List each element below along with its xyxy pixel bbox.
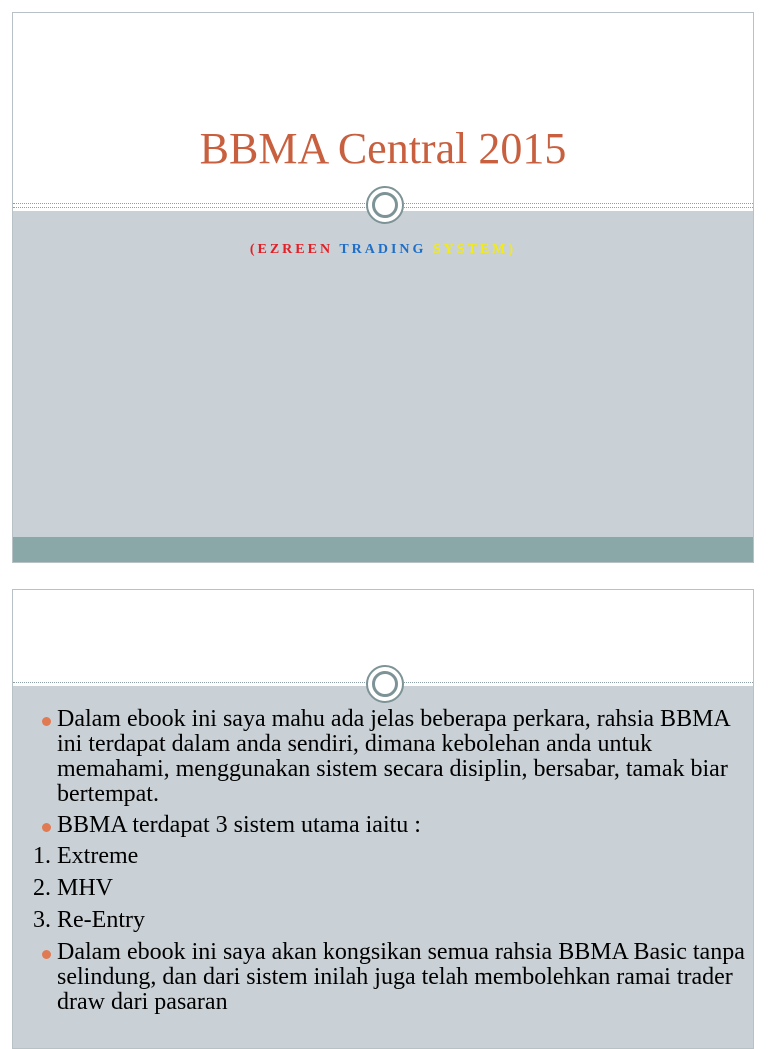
item-text: Dalam ebook ini saya mahu ada jelas beberapa perkara, rahsia BBMA ini terdapat dalam anda sendiri, dimana kebolehan anda untuk memahami, menggunakan sistem secara disiplin, bersabar, tamak biar bertempat.	[57, 706, 730, 807]
numbered-item	[33, 908, 748, 933]
numbered-item	[33, 876, 748, 901]
item-text: Dalam ebook ini saya akan kongsikan semua rahsia BBMA Basic tanpa selindung, dan dari sistem inilah juga telah membolehkan ramai trader draw dari pasaran	[57, 939, 745, 1015]
circle-ornament-icon	[366, 665, 404, 703]
subtitle-part-system: SYSTEM	[432, 242, 509, 257]
title-slide	[12, 12, 754, 563]
item-text: 3. Re-Entry	[33, 907, 145, 933]
bullet-dot-icon	[42, 823, 51, 832]
bullet-dot-icon	[42, 950, 51, 959]
subtitle-close-paren: )	[508, 242, 517, 257]
item-text: 1. Extreme	[33, 843, 139, 869]
slide-subtitle	[13, 242, 753, 258]
bullet-item	[33, 813, 748, 838]
content-slide	[12, 589, 754, 1049]
bullet-dot-icon	[42, 717, 51, 726]
numbered-item	[33, 844, 748, 869]
slide-footer-bar	[13, 537, 753, 563]
item-text: 2. MHV	[33, 875, 114, 901]
bullet-item	[33, 707, 748, 807]
subtitle-part-trading: TRADING	[339, 242, 427, 257]
item-text: BBMA terdapat 3 sistem utama iaitu :	[57, 812, 421, 838]
bullet-item	[33, 940, 748, 1015]
slide-header-area	[13, 13, 753, 211]
slide-body	[13, 211, 753, 537]
subtitle-part-ezreen: EZREEN	[257, 242, 334, 257]
circle-ornament-icon	[366, 186, 404, 224]
slide-content	[33, 707, 748, 1021]
slide-title: BBMA Central 2015	[199, 124, 567, 173]
subtitle-open-paren: (	[249, 242, 258, 257]
